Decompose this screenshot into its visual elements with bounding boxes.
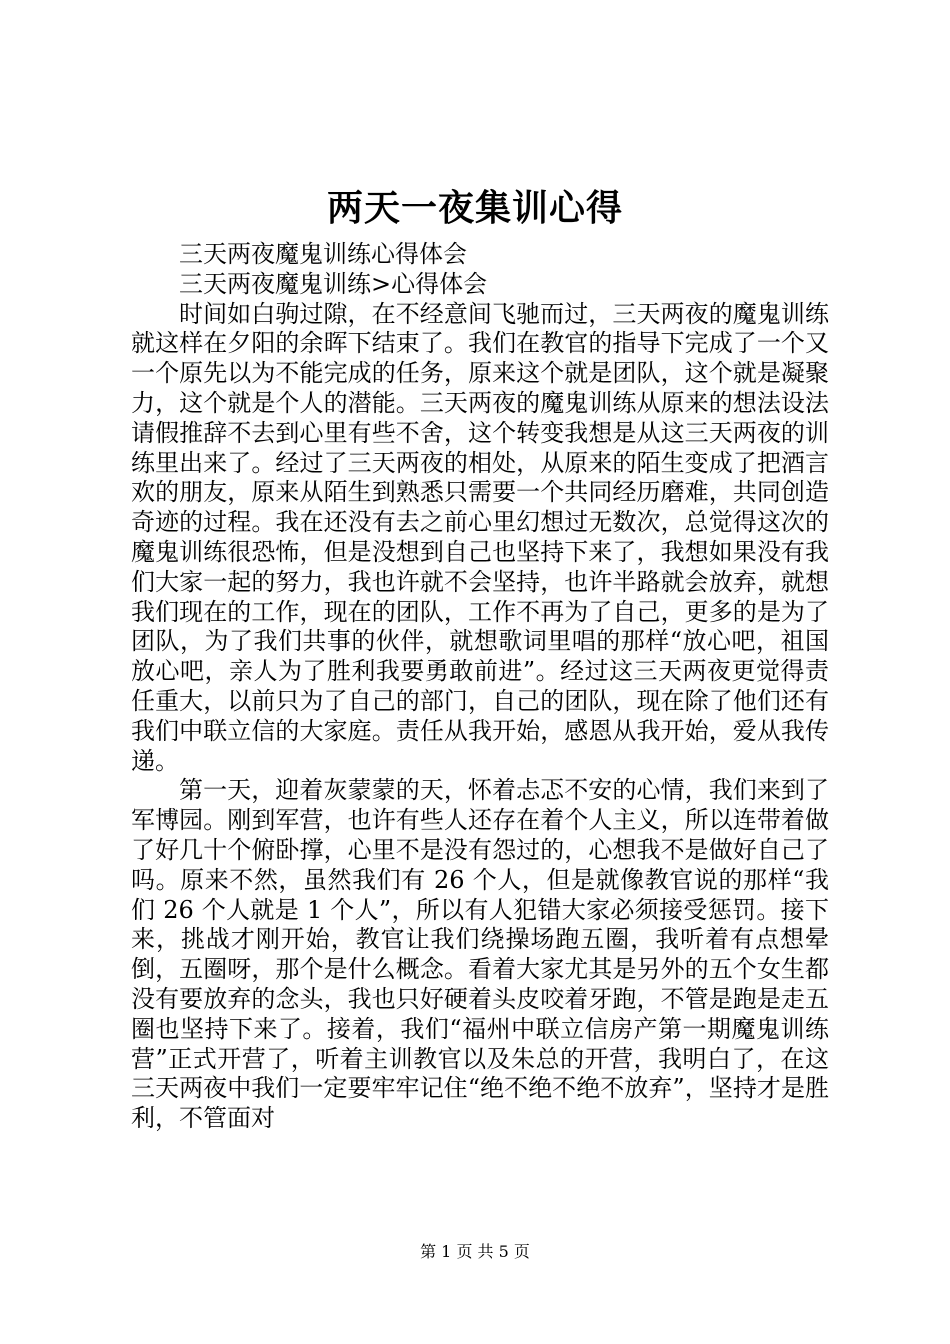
paragraph: 三天两夜魔鬼训练>心得体会 [179, 269, 488, 298]
paragraph: 时间如白驹过隙，在不经意间飞驰而过，三天两夜的魔鬼训练就这样在夕阳的余晖下结束了。我们在教官的指导下完成了一个又一个原先以为不能完成的任务，原来这个就是团队，这个就是凝聚力，这个就是个人的潜能。三天两夜的魔鬼训练从原来的想法设法请假推辞不去到心里有些不舍，这个转变我想是从这三天两夜的训练里出来了。经过了三天两夜的相处，从原来的陌生变成了把酒言欢的朋友，原来从陌生到熟悉只需要一个共同经历磨难，共同创造奇迹的过程。我在还没有去之前心里幻想过无数次，总觉得这次的魔鬼训练很恐怖，但是没想到自己也坚持下来了，我想如果没有我们大家一起的努力，我也许就不会坚持，也许半路就会放弃，就想我们现在的工作，现在的团队，工作不再为了自己，更多的是为了团队，为了我们共事的伙伴，就想歌词里唱的那样“放心吧，祖国放心吧，亲人为了胜利我要勇敢前进”。经过这三天两夜更觉得责任重大，以前只为了自己的部门，自己的团队，现在除了他们还有我们中联立信的大家庭。责任从我开始，感恩从我开始，爱从我传递。 [131, 299, 829, 775]
paragraph: 第一天，迎着灰蒙蒙的天，怀着忐忑不安的心情，我们来到了军博园。刚到军营，也许有些人还存在着个人主义，所以连带着做了好几十个俯卧撑，心里不是没有怨过的，心想我不是做好自己了吗。原来不然，虽然我们有 26 个人，但是就像教官说的那样“我们 26 个人就是 1 个人”，所以有人犯错大家必须接受惩罚。接下来，挑战才刚开始，教官让我们绕操场跑五圈，我听着有点想晕倒，五圈呀，那个是什么概念。看着大家尤其是另外的五个女生都没有要放弃的念头，我也只好硬着头皮咬着牙跑，不管是跑是走五圈也坚持下来了。接着，我们“福州中联立信房产第一期魔鬼训练营”正式开营了，听着主训教官以及朱总的开营，我明白了，在这三天两夜中我们一定要牢牢记住“绝不绝不绝不放弃”，坚持才是胜利，不管面对 [131, 776, 829, 1133]
document-body [131, 240, 829, 1134]
paragraph: 三天两夜魔鬼训练心得体会 [179, 240, 467, 268]
document-title: 两天一夜集训心得 [326, 187, 623, 229]
page-footer: 第 1 页 共 5 页 [420, 1242, 530, 1261]
